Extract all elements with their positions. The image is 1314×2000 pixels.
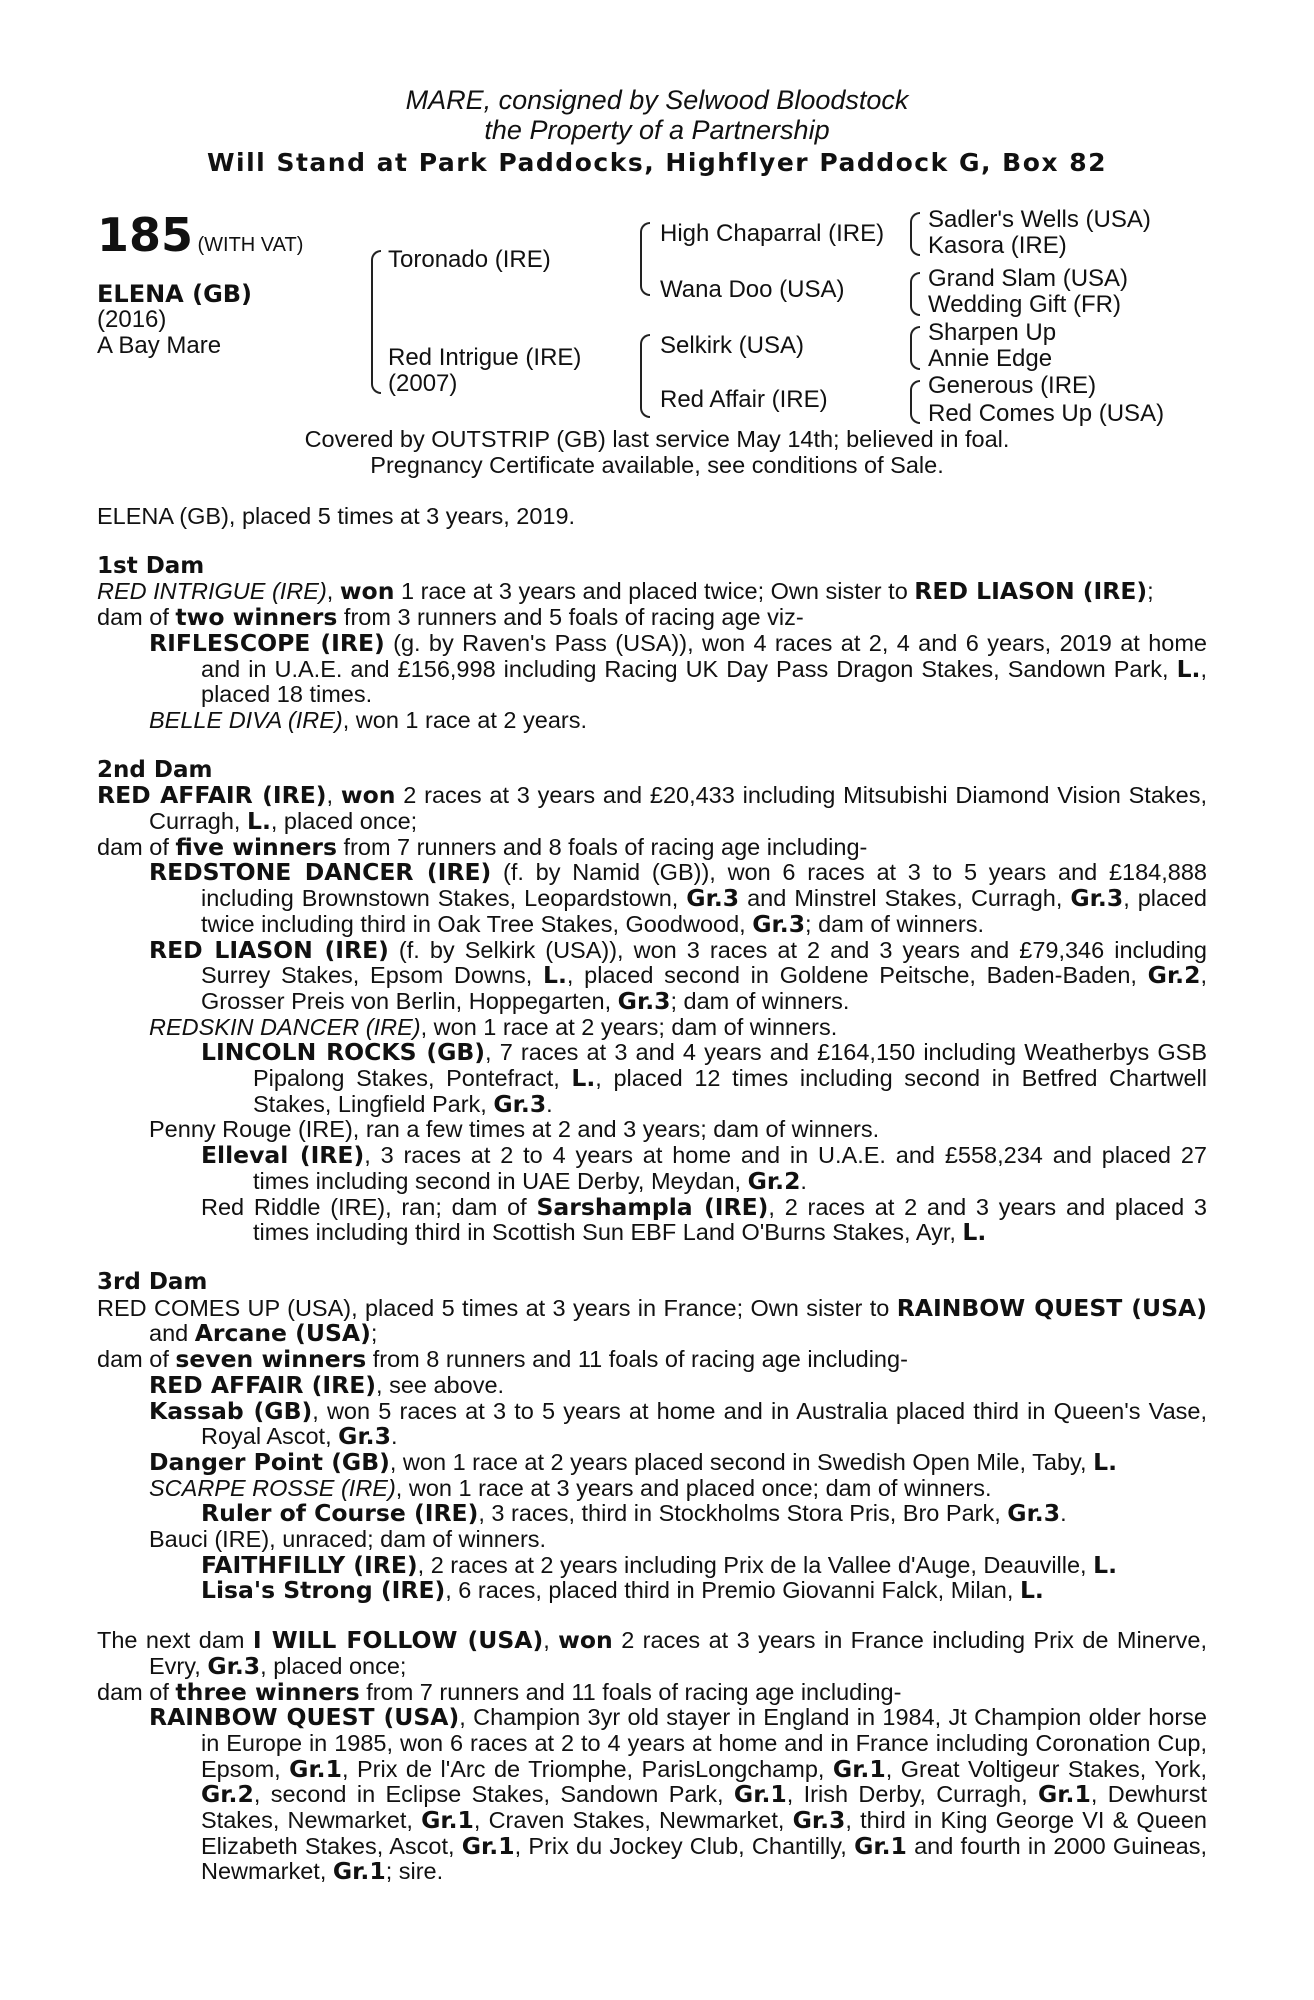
progeny-redskin-dancer: REDSKIN DANCER (IRE), won 1 race at 2 years; dam of winners.: [149, 1013, 838, 1040]
pedigree-sds: Grand Slam (USA): [928, 265, 1129, 292]
pedigree-ds: Selkirk (USA): [660, 332, 805, 359]
third-dam-produce: dam of seven winners from 8 runners and 11 foals of racing age including-: [97, 1345, 908, 1374]
progeny-lincoln-rocks: LINCOLN ROCKS (GB), 7 races at 3 and 4 years and £164,150 including Weatherbys GSB Pipalong Stakes, Pontefract, L., placed 12 times including second in Betfred Chartwell Stakes, Lingfield Park, Gr.3.: [201, 1038, 1207, 1118]
progeny-redstone-dancer: REDSTONE DANCER (IRE) (f. by Namid (GB)), won 6 races at 3 to 5 years and £184,888 including Brownstown Stakes, Leopardstown, Gr.3 and Minstrel Stakes, Curragh, Gr.3, placed twice including third in Oak Tree Stakes, Goodwood, Gr.3; dam of winners.: [149, 858, 1207, 938]
pedigree-sdd: Wedding Gift (FR): [928, 291, 1121, 318]
progeny-penny-rouge: Penny Rouge (IRE), ran a few times at 2 and 3 years; dam of winners.: [149, 1116, 880, 1143]
pedigree-brace: [371, 250, 381, 394]
progeny-red-liason: RED LIASON (IRE) (f. by Selkirk (USA)), won 3 races at 2 and 3 years and £79,346 including Surrey Stakes, Epsom Downs, L., placed second in Goldene Peitsche, Baden-Baden, Gr.2, Grosser Preis von Berlin, Hoppegarten, Gr.3; dam of winners.: [149, 935, 1207, 1015]
header-property: the Property of a Partnership: [484, 115, 830, 145]
first-dam-produce: dam of two winners from 3 runners and 5 foals of racing age viz-: [97, 603, 804, 632]
second-dam-heading: 2nd Dam: [97, 756, 213, 783]
pedigree-dss: Sharpen Up: [928, 319, 1057, 346]
progeny-red-riddle: Red Riddle (IRE), ran; dam of Sarshampla (IRE), 2 races at 2 and 3 years and placed 3 times including third in Scottish Sun EBF Land O'Burns Stakes, Ayr, L.: [201, 1192, 1207, 1247]
pedigree-ddd: Red Comes Up (USA): [928, 400, 1165, 427]
header-consignor: MARE, consigned by Selwood Bloodstock: [405, 85, 909, 115]
pedigree-ss: High Chaparral (IRE): [660, 220, 885, 247]
horse-year: (2016): [97, 306, 167, 333]
progeny-elleval: Elleval (IRE), 3 races at 2 to 4 years at home and in U.A.E. and £558,234 and placed 27 times including second in UAE Derby, Meydan, Gr.2.: [201, 1141, 1207, 1195]
pedigree-brace-4: [910, 380, 920, 424]
horse-name: ELENA (GB): [97, 280, 253, 308]
vat-note: (WITH VAT): [197, 234, 304, 256]
catalogue-body: [97, 504, 1207, 1885]
pedigree-sss: Sadler's Wells (USA): [928, 206, 1151, 233]
pregnancy-line: Pregnancy Certificate available, see conditions of Sale.: [370, 452, 944, 478]
progeny-kassab: Kassab (GB), won 5 races at 3 to 5 years at home and in Australia placed third in Queen's Vase, Royal Ascot, Gr.3.: [149, 1396, 1207, 1451]
progeny-ruler-of-course: Ruler of Course (IRE), 3 races, third in Stockholms Stora Pris, Bro Park, Gr.3.: [201, 1499, 1067, 1528]
first-dam-heading: 1st Dam: [97, 552, 205, 579]
header-location: Will Stand at Park Paddocks, Highflyer Paddock G, Box 82: [206, 148, 1108, 177]
pedigree-dam: Red Intrigue (IRE): [388, 344, 582, 371]
pedigree-dds: Generous (IRE): [928, 372, 1097, 399]
progeny-bauci: Bauci (IRE), unraced; dam of winners.: [149, 1526, 547, 1553]
next-dam-produce: dam of three winners from 7 runners and 11 foals of racing age including-: [97, 1677, 902, 1706]
horse-desc: A Bay Mare: [97, 332, 222, 359]
pedigree-brace-dam: [640, 334, 650, 418]
progeny-scarpe-rosse: SCARPE ROSSE (IRE), won 1 race at 3 years and placed once; dam of winners.: [149, 1474, 992, 1501]
progeny-red-affair: RED AFFAIR (IRE), see above.: [149, 1370, 505, 1399]
first-dam-entry: RED INTRIGUE (IRE), won 1 race at 3 years and placed twice; Own sister to RED LIASON (IRE);: [97, 577, 1154, 606]
progeny-belle-diva: BELLE DIVA (IRE), won 1 race at 2 years.: [149, 706, 587, 733]
third-dam-entry: RED COMES UP (USA), placed 5 times at 3 years in France; Own sister to RAINBOW QUEST (USA) and Arcane (USA);: [97, 1293, 1207, 1348]
progeny-rainbow-quest: RAINBOW QUEST (USA), Champion 3yr old stayer in England in 1984, Jt Champion older horse in Europe in 1985, won 6 races at 2 to 4 years at home and in France including Coronation Cup, Epsom, Gr.1, Prix de l'Arc de Triomphe, ParisLongchamp, Gr.1, Great Voltigeur Stakes, York, Gr.2, second in Eclipse Stakes, Sandown Park, Gr.1, Irish Derby, Curragh, Gr.1, Dewhurst Stakes, Newmarket, Gr.1, Craven Stakes, Newmarket, Gr.3, third in King George VI & Queen Elizabeth Stakes, Ascot, Gr.1, Prix du Jockey Club, Chantilly, Gr.1 and fourth in 2000 Guineas, Newmarket, Gr.1; sire.: [149, 1703, 1208, 1886]
progeny-lisas-strong: Lisa's Strong (IRE), 6 races, placed third in Premio Giovanni Falck, Milan, L.: [201, 1576, 1044, 1605]
covered-line: Covered by OUTSTRIP (GB) last service May 14th; believed in foal.: [304, 426, 1010, 452]
third-dam-heading: 3rd Dam: [97, 1268, 208, 1295]
pedigree-brace-sire: [640, 222, 650, 296]
pedigree-sd: Wana Doo (USA): [660, 276, 845, 303]
second-dam-entry: RED AFFAIR (IRE), won 2 races at 3 years and £20,433 including Mitsubishi Diamond Vision Stakes, Curragh, L., placed once;: [97, 781, 1208, 836]
next-dam-entry: The next dam I WILL FOLLOW (USA), won 2 races at 3 years in France including Prix de Minerve, Evry, Gr.3, placed once;: [97, 1626, 1207, 1680]
pedigree-dam-year: (2007): [388, 370, 458, 397]
pedigree-dsd: Annie Edge: [928, 345, 1053, 372]
second-dam-produce: dam of five winners from 7 runners and 8 foals of racing age including-: [97, 832, 868, 861]
lot-number: 185: [97, 208, 194, 262]
pedigree-dd: Red Affair (IRE): [660, 386, 828, 413]
pedigree-brace-3: [910, 326, 920, 370]
pedigree-ssd: Kasora (IRE): [928, 232, 1067, 259]
pedigree-sire: Toronado (IRE): [388, 246, 551, 273]
progeny-riflescope: RIFLESCOPE (IRE) (g. by Raven's Pass (USA)), won 4 races at 2, 4 and 6 years, 2019 at home and in U.A.E. and £156,998 including Racing UK Day Pass Dragon Stakes, Sandown Park, L., placed 18 times.: [149, 628, 1207, 708]
summary-line: ELENA (GB), placed 5 times at 3 years, 2019.: [97, 503, 576, 529]
pedigree-brace-1: [910, 212, 920, 256]
progeny-danger-point: Danger Point (GB), won 1 race at 2 years placed second in Swedish Open Mile, Taby, L.: [149, 1447, 1117, 1476]
lot-block: [97, 208, 303, 262]
progeny-faithfilly: FAITHFILLY (IRE), 2 races at 2 years including Prix de la Vallee d'Auge, Deauville, L.: [201, 1550, 1118, 1579]
pedigree-brace-2: [910, 272, 920, 316]
